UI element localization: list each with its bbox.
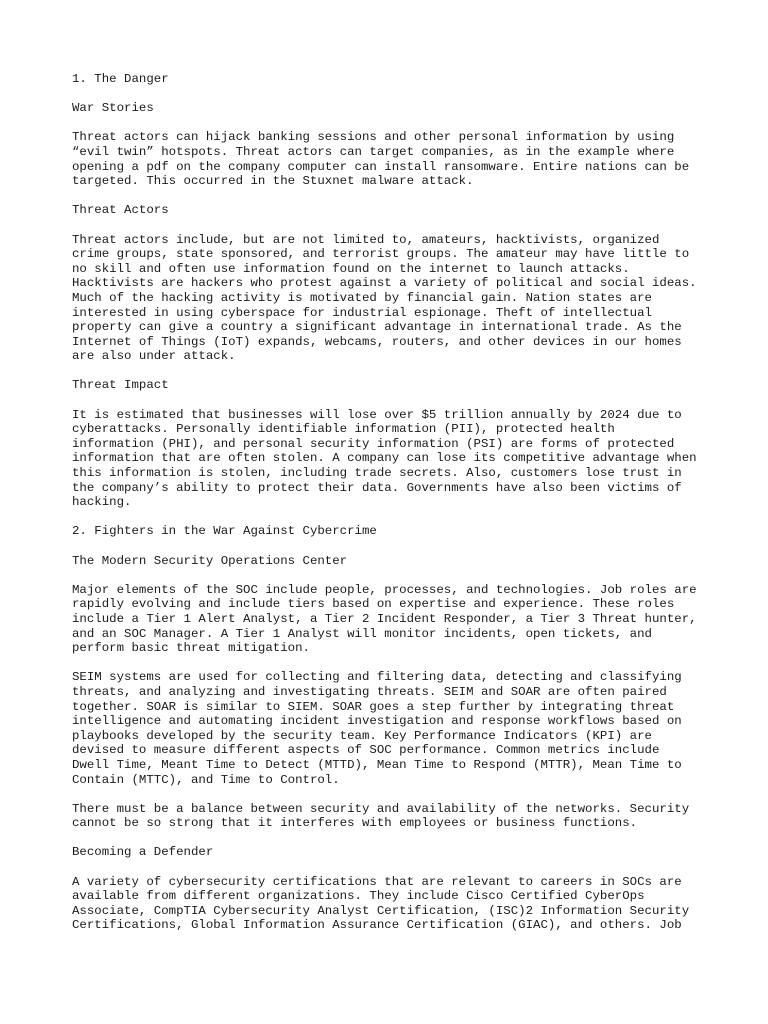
section-1-title: 1. The Danger: [72, 72, 169, 86]
soc-paragraph-2: SEIM systems are used for collecting and filtering data, detecting and classifying threats, and analyzing and investigating threats. SEIM and SOAR are often paired together. SOAR is similar to SIEM. SOAR goes a step further by integrating threat intelligence and automating incident investigation and response workflows based on playbooks developed by the security team. Key Performance Indicators (KPI) are devised to measure different aspects of SOC performance. Common metrics include Dwell Time, Meant Time to Detect (MTTD), Mean Time to Respond (MTTR), Mean Time to Contain (MTTC), and Time to Control.: [72, 670, 682, 787]
soc-paragraph-1: Major elements of the SOC include people, processes, and technologies. Job roles are rapidly evolving and include tiers based on expertise and experience. These roles include a Tier 1 Alert Analyst, a Tier 2 Incident Responder, a Tier 3 Threat hunter, and an SOC Manager. A Tier 1 Analyst will monitor incidents, open tickets, and perform basic threat mitigation.: [72, 582, 697, 656]
defender-heading: Becoming a Defender: [72, 845, 214, 860]
soc-paragraph-3: There must be a balance between security and availability of the networks. Security cannot be so strong that it interferes with employees or business functions.: [72, 801, 690, 831]
soc-heading: The Modern Security Operations Center: [72, 553, 348, 568]
war-stories-heading: War Stories: [72, 101, 154, 116]
threat-actors-paragraph: Threat actors include, but are not limited to, amateurs, hacktivists, organized crime groups, state sponsored, and terrorist groups. The amateur may have little to no skill and often use information found on the internet to launch attacks. Hacktivists are hackers who protest against a variety of political and social ideas. Much of the hacking activity is motivated by financial gain. Nation states are interested in using cyberspace for industrial espionage. Theft of intellectual property can give a country a significant advantage in international trade. As the Internet of Things (IoT) expands, webcams, routers, and other devices in our homes are also under attack.: [72, 232, 697, 364]
threat-impact-heading: Threat Impact: [72, 378, 169, 393]
war-stories-paragraph: Threat actors can hijack banking sessions and other personal information by using “evil twin” hotspots. Threat actors can target companies, as in the example where opening a pdf on the company computer can install ransomware. Entire nations can be targeted. This occurred in the Stuxnet malware attack.: [72, 130, 690, 189]
section-2-title: 2. Fighters in the War Against Cybercrime: [72, 524, 377, 539]
defender-paragraph: A variety of cybersecurity certifications that are relevant to careers in SOCs are available from different organizations. They include Cisco Certified CyberOps Associate, CompTIA Cybersecurity Analyst Certification, (ISC)2 Information Security Certifications, Global Information Assurance Certification (GIAC), and others. Job: [72, 874, 690, 933]
document-page: [72, 72, 702, 948]
threat-impact-paragraph: It is estimated that businesses will lose over $5 trillion annually by 2024 due to cyberattacks. Personally identifiable information (PII), protected health information (PHI), and personal security information (PSI) are forms of protected information that are often stolen. A company can lose its competitive advantage when this information is stolen, including trade secrets. Also, customers lose trust in the company’s ability to protect their data. Governments have also been victims of hacking.: [72, 407, 697, 510]
threat-actors-heading: Threat Actors: [72, 203, 169, 218]
